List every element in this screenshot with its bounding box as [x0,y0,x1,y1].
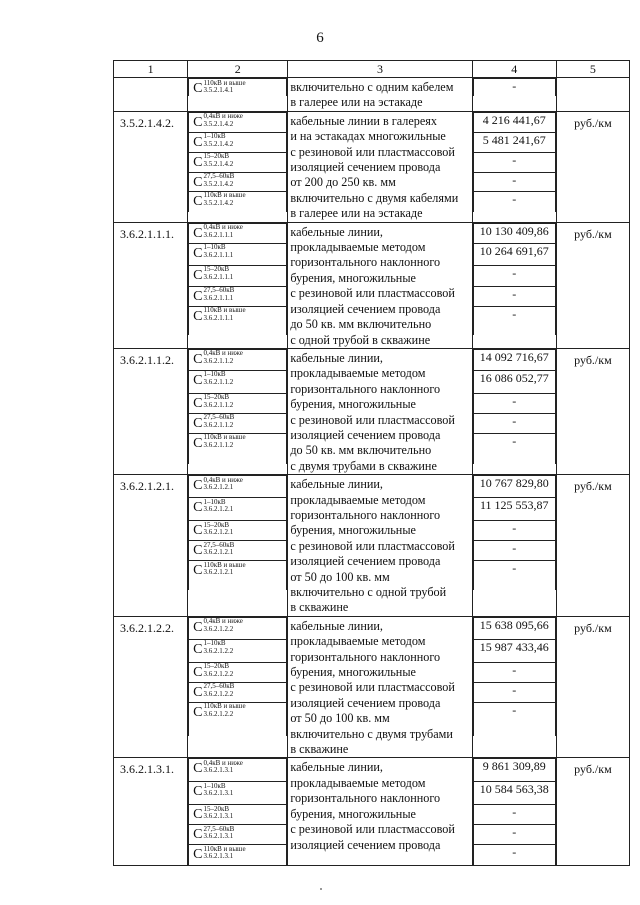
rate-value: - [473,682,555,702]
symbol-superscript: 110кВ и выше [203,306,246,315]
symbol-superscript: 1–10кВ [203,370,226,379]
symbol-letter: C [193,827,203,843]
symbol-letter: C [193,351,203,367]
value-cell [472,616,556,758]
symbol-subscript: 3.6.2.1.2.2 [203,669,234,678]
rate-symbol [189,617,287,639]
page-number: 6 [316,30,324,46]
symbol-superscript: 110кВ и выше [203,191,246,200]
symbol-letter: C [193,81,203,96]
rate-value: 15 638 095,66 [473,617,555,639]
rate-value: - [473,152,555,172]
rate-symbol [189,79,287,97]
rate-value: - [473,845,555,866]
rate-value: - [473,265,555,286]
symbol-subscript: 3.6.2.1.1.2 [203,440,234,449]
symbol-letter: C [193,395,203,411]
rate-value: 10 264 691,67 [473,243,555,265]
symbol-letter: C [193,267,203,283]
header-row [114,61,630,78]
symbol-letter: C [193,619,203,635]
header-cell: 3 [288,61,472,78]
rate-symbol [189,349,287,370]
symbol-letter: C [193,435,203,451]
symbol-subscript: 3.6.2.1.1.2 [203,377,234,386]
symbol-superscript: 27,5–60кВ [203,682,235,691]
rate-value: 5 481 241,67 [473,132,555,152]
symbol-superscript: 0,4кВ и ниже [203,475,243,484]
symbol-letter: C [193,784,203,800]
row-unit: руб./км [556,348,629,474]
symbol-letter: C [193,641,203,657]
symbol-superscript: 0,4кВ и ниже [203,349,243,358]
symbol-cell [188,348,288,474]
symbol-letter: C [193,372,203,388]
rate-symbol [189,702,287,736]
rate-symbol [189,152,287,172]
rate-value: - [473,561,555,591]
value-cell [472,758,556,866]
rate-value: - [473,393,555,413]
row-unit: руб./км [556,475,629,617]
symbol-letter: C [193,523,203,539]
symbol-subscript: 3.6.2.1.2.2 [203,624,234,633]
symbol-letter: C [193,543,203,559]
symbol-cell [188,616,288,758]
rate-symbol [189,132,287,152]
symbol-letter: C [193,114,203,130]
symbol-subscript: 3.6.2.1.2.1 [203,568,234,577]
value-cell [472,111,556,222]
symbol-superscript: 1–10кВ [203,781,226,790]
rate-value: - [473,79,555,97]
rate-symbol [189,191,287,212]
row-description: кабельные линии, прокладываемые методом горизонтального наклонного бурения, многожильные с резиновой или пластмассовой изоляцией сечением провода до 50 кв. мм включительно с двумя трубами в скважине [288,348,472,474]
row-description: кабельные линии, прокладываемые методом горизонтального наклонного бурения, многожильные с резиновой или пластмассовой изоляцией сечением провода [288,758,472,866]
rate-value: 10 767 829,80 [473,476,555,498]
header-cell: 1 [114,61,188,78]
symbol-subscript: 3.6.2.1.3.1 [203,852,234,861]
rate-symbol [189,498,287,521]
symbol-cell [188,758,288,866]
rate-symbol [189,172,287,191]
table-row [114,348,630,474]
rate-value: - [473,541,555,561]
rate-symbol [189,825,287,845]
rate-value: 16 086 052,77 [473,370,555,393]
symbol-letter: C [193,174,203,190]
symbol-superscript: 0,4кВ и ниже [203,617,243,626]
rate-value: 11 125 553,87 [473,498,555,521]
tariff-table [113,60,630,866]
row-code: 3.6.2.1.1.2. [114,348,188,474]
row-unit [556,78,629,112]
symbol-subscript: 3.6.2.1.1.1 [203,250,234,259]
symbol-subscript: 3.6.2.1.3.1 [203,812,234,821]
symbol-superscript: 15–20кВ [203,662,230,671]
symbol-letter: C [193,807,203,823]
symbol-subscript: 3.6.2.1.1.2 [203,356,234,365]
symbol-subscript: 3.5.2.1.4.2 [203,179,234,188]
table-row [114,78,630,112]
row-description: кабельные линии, прокладываемые методом горизонтального наклонного бурения, многожильные с резиновой или пластмассовой изоляцией сечением провода от 50 до 100 кв. мм включительно с двумя трубами в скважине [288,616,472,758]
symbol-superscript: 110кВ и выше [203,560,246,569]
symbol-letter: C [193,563,203,579]
rate-symbol [189,265,287,286]
symbol-letter: C [193,288,203,304]
symbol-superscript: 110кВ и выше [203,433,246,442]
value-cell [472,475,556,617]
rate-value: 10 130 409,86 [473,223,555,243]
rate-value: - [473,286,555,306]
rate-value: 10 584 563,38 [473,782,555,805]
rate-value: - [473,702,555,736]
symbol-superscript: 15–20кВ [203,152,230,161]
symbol-letter: C [193,664,203,680]
symbol-letter: C [193,478,203,494]
symbol-superscript: 110кВ и выше [203,78,246,87]
symbol-subscript: 3.6.2.1.1.1 [203,230,234,239]
symbol-superscript: 27,5–60кВ [203,824,235,833]
rate-symbol [189,370,287,393]
symbol-subscript: 3.5.2.1.4.1 [203,86,234,95]
row-unit: руб./км [556,758,629,866]
page-mark [320,888,322,890]
table-row [114,758,630,866]
rate-value: - [473,521,555,541]
rate-symbol [189,541,287,561]
table-row [114,222,630,348]
row-description: включительно с одним кабелем в галерее или на эстакаде [288,78,472,112]
symbol-superscript: 27,5–60кВ [203,540,235,549]
rate-symbol [189,393,287,413]
symbol-subscript: 3.6.2.1.2.1 [203,483,234,492]
symbol-letter: C [193,847,203,863]
rate-symbol [189,521,287,541]
rate-value: - [473,191,555,212]
rate-symbol [189,286,287,306]
rate-symbol [189,243,287,265]
symbol-cell [188,475,288,617]
row-unit: руб./км [556,111,629,222]
symbol-subscript: 3.5.2.1.4.2 [203,198,234,207]
symbol-letter: C [193,415,203,431]
symbol-superscript: 110кВ и выше [203,844,246,853]
rate-symbol [189,306,287,335]
symbol-superscript: 0,4кВ и ниже [203,758,243,767]
symbol-letter: C [193,500,203,516]
symbol-superscript: 15–20кВ [203,393,230,402]
symbol-superscript: 110кВ и выше [203,702,246,711]
rate-value: - [473,433,555,464]
value-cell [472,348,556,474]
symbol-subscript: 3.6.2.1.2.1 [203,528,234,537]
symbol-superscript: 0,4кВ и ниже [203,223,243,232]
rate-symbol [189,112,287,132]
rate-value: - [473,825,555,845]
symbol-subscript: 3.6.2.1.1.1 [203,313,234,322]
rate-symbol [189,639,287,662]
row-code [114,78,188,112]
row-description: кабельные линии, прокладываемые методом горизонтального наклонного бурения, многожильные с резиновой или пластмассовой изоляцией сечением провода до 50 кв. мм включительно с одной трубой в скважине [288,222,472,348]
symbol-letter: C [193,154,203,170]
rate-value: - [473,306,555,335]
symbol-superscript: 15–20кВ [203,804,230,813]
row-code: 3.6.2.1.2.1. [114,475,188,617]
symbol-superscript: 1–10кВ [203,243,226,252]
symbol-subscript: 3.5.2.1.4.2 [203,119,234,128]
rate-value: - [473,662,555,682]
symbol-superscript: 27,5–60кВ [203,172,235,181]
rate-value: 4 216 441,67 [473,112,555,132]
symbol-subscript: 3.6.2.1.1.1 [203,272,234,281]
table-row [114,616,630,758]
symbol-cell [188,78,288,112]
row-description: кабельные линии, прокладываемые методом горизонтального наклонного бурения, многожильные с резиновой или пластмассовой изоляцией сечением провода от 50 до 100 кв. мм включительно с одной трубой в скважине [288,475,472,617]
header-cell: 4 [472,61,556,78]
symbol-letter: C [193,684,203,700]
row-description: кабельные линии в галереях и на эстакадах многожильные с резиновой или пластмассовой изоляцией сечением провода от 200 до 250 кв. мм включительно с двумя кабелями в галерее или на эстакаде [288,111,472,222]
symbol-subscript: 3.6.2.1.3.1 [203,766,234,775]
table-row [114,111,630,222]
rate-symbol [189,782,287,805]
value-cell [472,222,556,348]
rate-value: - [473,413,555,433]
row-unit: руб./км [556,222,629,348]
symbol-superscript: 1–10кВ [203,132,226,141]
header-cell: 2 [188,61,288,78]
symbol-superscript: 15–20кВ [203,520,230,529]
symbol-subscript: 3.5.2.1.4.2 [203,139,234,148]
rate-value: 9 861 309,89 [473,759,555,782]
row-code: 3.6.2.1.2.2. [114,616,188,758]
rate-symbol [189,476,287,498]
symbol-subscript: 3.6.2.1.3.1 [203,789,234,798]
symbol-subscript: 3.6.2.1.2.1 [203,505,234,514]
symbol-subscript: 3.6.2.1.2.2 [203,646,234,655]
rate-symbol [189,845,287,866]
symbol-letter: C [193,704,203,720]
symbol-letter: C [193,245,203,261]
rate-value: 15 987 433,46 [473,639,555,662]
symbol-letter: C [193,225,203,241]
rate-symbol [189,662,287,682]
rate-symbol [189,759,287,782]
rate-value: - [473,805,555,825]
row-code: 3.6.2.1.3.1. [114,758,188,866]
value-cell [472,78,556,112]
symbol-superscript: 27,5–60кВ [203,413,235,422]
symbol-superscript: 27,5–60кВ [203,286,235,295]
rate-value: - [473,172,555,191]
rate-value: 14 092 716,67 [473,349,555,370]
header-cell: 5 [556,61,629,78]
symbol-cell [188,111,288,222]
symbol-subscript: 3.6.2.1.2.1 [203,548,234,557]
symbol-subscript: 3.6.2.1.3.1 [203,832,234,841]
symbol-subscript: 3.6.2.1.2.2 [203,689,234,698]
symbol-superscript: 0,4кВ и ниже [203,112,243,121]
symbol-letter: C [193,193,203,209]
row-unit: руб./км [556,616,629,758]
symbol-superscript: 1–10кВ [203,497,226,506]
rate-symbol [189,413,287,433]
symbol-letter: C [193,761,203,777]
row-code: 3.6.2.1.1.1. [114,222,188,348]
rate-symbol [189,682,287,702]
symbol-subscript: 3.5.2.1.4.2 [203,159,234,168]
symbol-subscript: 3.6.2.1.1.2 [203,420,234,429]
table-row [114,475,630,617]
symbol-superscript: 1–10кВ [203,639,226,648]
symbol-subscript: 3.6.2.1.1.2 [203,400,234,409]
symbol-subscript: 3.6.2.1.2.2 [203,709,234,718]
symbol-superscript: 15–20кВ [203,265,230,274]
rate-symbol [189,433,287,464]
rate-symbol [189,805,287,825]
row-code: 3.5.2.1.4.2. [114,111,188,222]
symbol-letter: C [193,308,203,324]
symbol-letter: C [193,134,203,150]
symbol-cell [188,222,288,348]
rate-symbol [189,223,287,243]
symbol-subscript: 3.6.2.1.1.1 [203,293,234,302]
rate-symbol [189,561,287,591]
